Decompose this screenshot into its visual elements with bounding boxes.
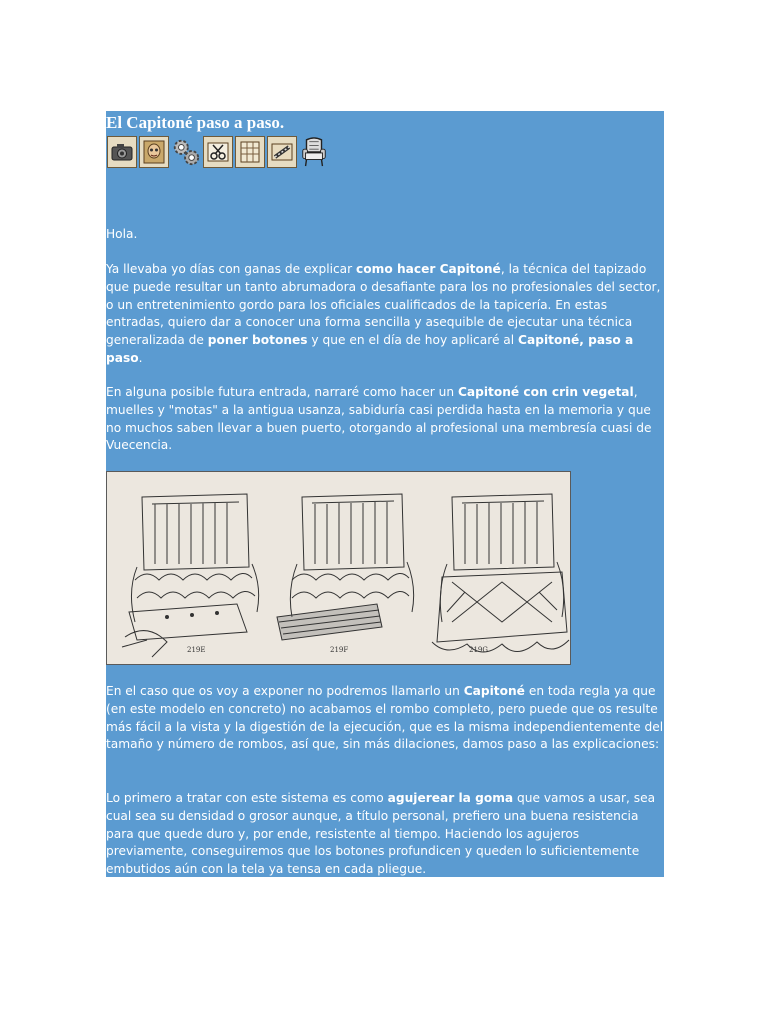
scissors-icon[interactable] (203, 136, 233, 168)
paragraph-1 (106, 261, 664, 368)
p1-bold-capitone-paso-a-paso: Capitoné, paso a paso (106, 333, 634, 365)
figure-caption-1: 219E (187, 646, 206, 654)
paragraph-4 (106, 790, 664, 879)
p2-bold-capitone-crin-vegetal: Capitoné con crin vegetal (457, 385, 634, 399)
chair-illustration (106, 471, 571, 665)
p3-text-a: En el caso que os voy a exponer no podremos llamarlo un (106, 684, 464, 698)
figure-caption-2: 219F (330, 646, 349, 654)
p2-text-a: En alguna posible futura entrada, narraré como hacer un (106, 385, 458, 399)
p2-text-c: , muelles y "motas" a la antigua usanza, sabiduría casi perdida hasta en la memoria y que no muchos saben llevar a buen puerto, otorgando al profesional una membresía cuasi de Vuecencia. (106, 385, 652, 453)
paragraph-2 (106, 384, 664, 455)
p1-text-c: , la técnica del tapizado que puede resultar un tanto abrumadora o desafiante para los no profesionales del sector, o un entretenimiento gordo para los oficiales cualificados de la tapicería. En estas entradas, quiero dar a conocer una forma sencilla y asequible de ejecutar una técnica generalizada de (106, 262, 661, 348)
gears-icon[interactable] (171, 136, 201, 168)
p1-bold-como-hacer-capitone: como hacer Capitoné (356, 262, 501, 276)
greeting: Hola. (106, 227, 138, 241)
figure-caption-3: 219G (469, 646, 488, 654)
p1-bold-poner-botones: poner botones (207, 333, 308, 348)
p1-text-a: Ya llevaba yo días con ganas de explicar (106, 262, 357, 276)
p1-text-e: . (138, 350, 143, 365)
p4-text-a: Lo primero a tratar con este sistema es como (106, 791, 388, 805)
armchair-icon[interactable] (299, 136, 329, 168)
camera-icon[interactable] (107, 136, 137, 168)
film-icon[interactable] (267, 136, 297, 168)
fabric-icon[interactable] (235, 136, 265, 168)
article-title: El Capitoné paso a paso. (106, 113, 285, 132)
p3-text-c: en toda regla ya que (en este modelo en concreto) no acabamos el rombo completo, pero puede que os resulte más fácil a la vista y la digestión de la ejecución, que es la misma independientemente del tamaño y número de rombos, así que, sin más dilaciones, damos paso a las explicaciones: (106, 684, 664, 752)
article-panel (106, 111, 664, 877)
p4-text-c: que vamos a usar, sea cual sea su densidad o grosor aunque, a título personal, prefiero una buena resistencia para que quede duro y, por ende, resistente al tiempo. Haciendo los agujeros previamente, conseguiremos que los botones profundicen y queden lo suficientemente embutidos aún con la tela ya tensa en cada pliegue. (106, 791, 656, 877)
p4-bold-agujerear-la-goma: agujerear la goma (387, 791, 514, 805)
portrait-icon[interactable] (139, 136, 169, 168)
p1-text-d: y que en el día de hoy aplicaré al (307, 333, 519, 348)
icon-bar (107, 136, 329, 170)
p3-bold-capitone: Capitoné (463, 684, 525, 698)
paragraph-3 (106, 683, 664, 754)
